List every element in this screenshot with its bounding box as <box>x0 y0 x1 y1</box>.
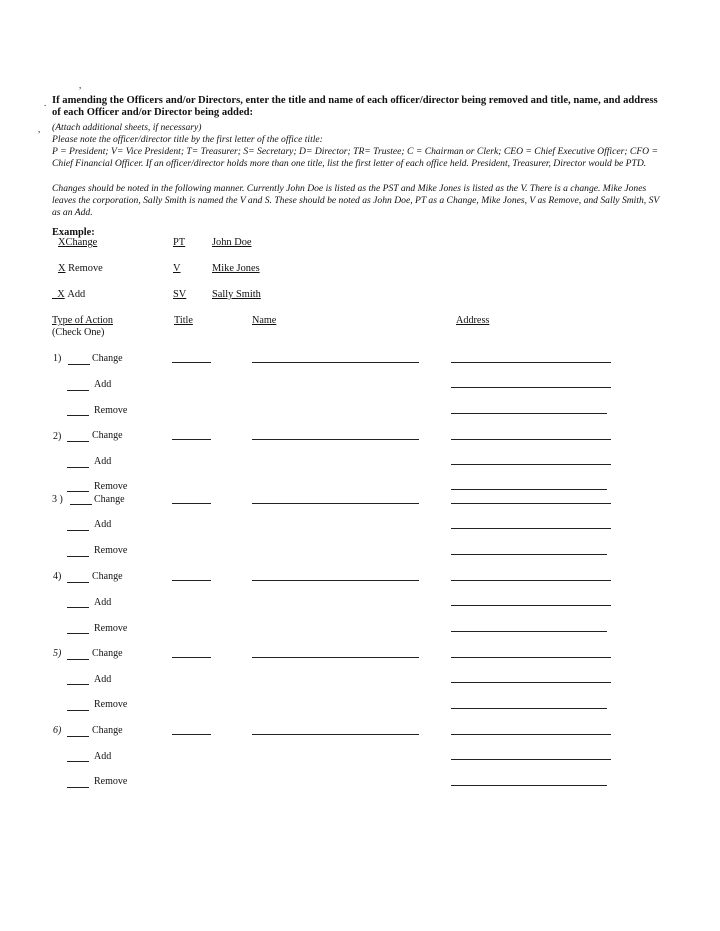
example-name: John Doe <box>212 237 252 248</box>
remove-checkbox-line[interactable] <box>67 787 89 788</box>
name-field[interactable] <box>252 362 419 363</box>
add-label: Add <box>94 597 112 608</box>
name-field[interactable] <box>252 734 419 735</box>
add-checkbox-line[interactable] <box>67 684 89 685</box>
change-label: Change <box>92 571 123 582</box>
name-field[interactable] <box>252 580 419 581</box>
example-label: Example: <box>52 227 95 238</box>
address-field[interactable] <box>451 580 611 581</box>
change-checkbox-line[interactable] <box>67 582 89 583</box>
entry-number: 5) <box>53 648 62 659</box>
remove-checkbox-line[interactable] <box>67 710 89 711</box>
address-field[interactable] <box>451 785 607 786</box>
col-title: Title <box>174 315 193 326</box>
title-field[interactable] <box>172 439 211 440</box>
scan-mark: , <box>38 124 41 134</box>
example-action <box>58 237 97 248</box>
example-mark: X <box>57 289 65 300</box>
remove-label: Remove <box>94 623 128 634</box>
instructions-heading: If amending the Officers and/or Directors, enter the title and name of each officer/director being removed and title, name, and address of each Officer and/or Director being added: <box>52 95 658 119</box>
add-checkbox-line[interactable] <box>67 607 89 608</box>
col-check-one: (Check One) <box>52 327 105 338</box>
address-field[interactable] <box>451 657 611 658</box>
remove-label: Remove <box>94 699 128 710</box>
change-label: Change <box>92 725 123 736</box>
example-action: _X Add <box>52 289 86 300</box>
title-field[interactable] <box>172 580 211 581</box>
add-checkbox-line[interactable] <box>67 761 89 762</box>
title-field[interactable] <box>172 657 211 658</box>
add-label: Add <box>94 379 112 390</box>
scan-mark: , <box>79 80 82 90</box>
address-field[interactable] <box>451 489 607 490</box>
address-field[interactable] <box>451 503 611 504</box>
name-field[interactable] <box>252 503 419 504</box>
example-title: V <box>173 263 181 274</box>
change-label: Change <box>92 353 123 364</box>
title-note: Please note the officer/director title by the first letter of the office title: <box>52 134 323 145</box>
add-checkbox-line[interactable] <box>67 530 89 531</box>
address-field[interactable] <box>451 708 607 709</box>
example-name: Mike Jones <box>212 263 260 274</box>
add-label: Add <box>94 674 112 685</box>
address-field[interactable] <box>451 682 611 683</box>
col-address: Address <box>456 315 490 326</box>
title-field[interactable] <box>172 734 211 735</box>
title-field[interactable] <box>172 503 211 504</box>
address-field[interactable] <box>451 605 611 606</box>
remove-checkbox-line[interactable] <box>67 633 89 634</box>
name-field[interactable] <box>252 439 419 440</box>
add-checkbox-line[interactable] <box>67 390 89 391</box>
scan-mark: . <box>44 98 47 108</box>
name-field[interactable] <box>252 657 419 658</box>
entry-number: 4) <box>53 571 62 582</box>
remove-checkbox-line[interactable] <box>67 556 89 557</box>
change-note: Changes should be noted in the following manner. Currently John Doe is listed as the PST and Mike Jones is listed as the V. There is a change. Mike Jones leaves the corporation, Sally Smith is named the V and S. These should be noted as John Doe, PT as a Change, Mike Jones, V as Remove, and Sally Smith, SV as an Add. <box>52 183 660 219</box>
example-action <box>58 263 103 274</box>
col-type-of-action: Type of Action <box>52 315 113 326</box>
entry-number: 3 ) <box>52 494 63 505</box>
address-field[interactable] <box>451 362 611 363</box>
address-field[interactable] <box>451 413 607 414</box>
change-checkbox-line[interactable] <box>68 364 90 365</box>
address-field[interactable] <box>451 528 611 529</box>
address-field[interactable] <box>451 439 611 440</box>
address-field[interactable] <box>451 464 611 465</box>
example-title: PT <box>173 237 186 248</box>
remove-checkbox-line[interactable] <box>67 491 89 492</box>
add-label: Add <box>94 456 112 467</box>
add-label: Add <box>94 519 112 530</box>
remove-label: Remove <box>94 545 128 556</box>
title-field[interactable] <box>172 362 211 363</box>
change-checkbox-line[interactable] <box>67 441 89 442</box>
address-field[interactable] <box>451 734 611 735</box>
example-mark: X <box>58 263 66 274</box>
address-field[interactable] <box>451 759 611 760</box>
example-action-label: Remove <box>68 263 103 274</box>
remove-label: Remove <box>94 481 128 492</box>
example-mark: X <box>58 237 66 248</box>
entry-number: 6) <box>53 725 62 736</box>
col-name: Name <box>252 315 277 326</box>
add-label: Add <box>94 751 112 762</box>
entry-number: 2) <box>53 431 62 442</box>
remove-label: Remove <box>94 405 128 416</box>
example-action-label: Add <box>67 289 86 300</box>
change-label: Change <box>94 494 125 505</box>
remove-label: Remove <box>94 776 128 787</box>
example-name: Sally Smith <box>212 289 261 300</box>
change-label: Change <box>92 430 123 441</box>
title-codes: P = President; V= Vice President; T= Treasurer; S= Secretary; D= Director; TR= Trustee; C = Chairman or Clerk; CEO = Chief Executive Officer; CFO = Chief Financial Officer. If an officer/director holds more than one title, list the first letter of each office held. President, Treasurer, Director would be PTD. <box>52 146 658 170</box>
add-checkbox-line[interactable] <box>67 467 89 468</box>
change-label: Change <box>92 648 123 659</box>
address-field[interactable] <box>451 631 607 632</box>
address-field[interactable] <box>451 387 611 388</box>
change-checkbox-line[interactable] <box>67 659 89 660</box>
address-field[interactable] <box>451 554 607 555</box>
change-checkbox-line[interactable] <box>67 736 89 737</box>
change-checkbox-line[interactable] <box>70 504 92 505</box>
example-action-label: Change <box>65 237 98 248</box>
example-title: SV <box>173 289 187 300</box>
remove-checkbox-line[interactable] <box>67 415 89 416</box>
entry-number: 1) <box>53 353 62 364</box>
attach-note: (Attach additional sheets, if necessary) <box>52 122 202 133</box>
